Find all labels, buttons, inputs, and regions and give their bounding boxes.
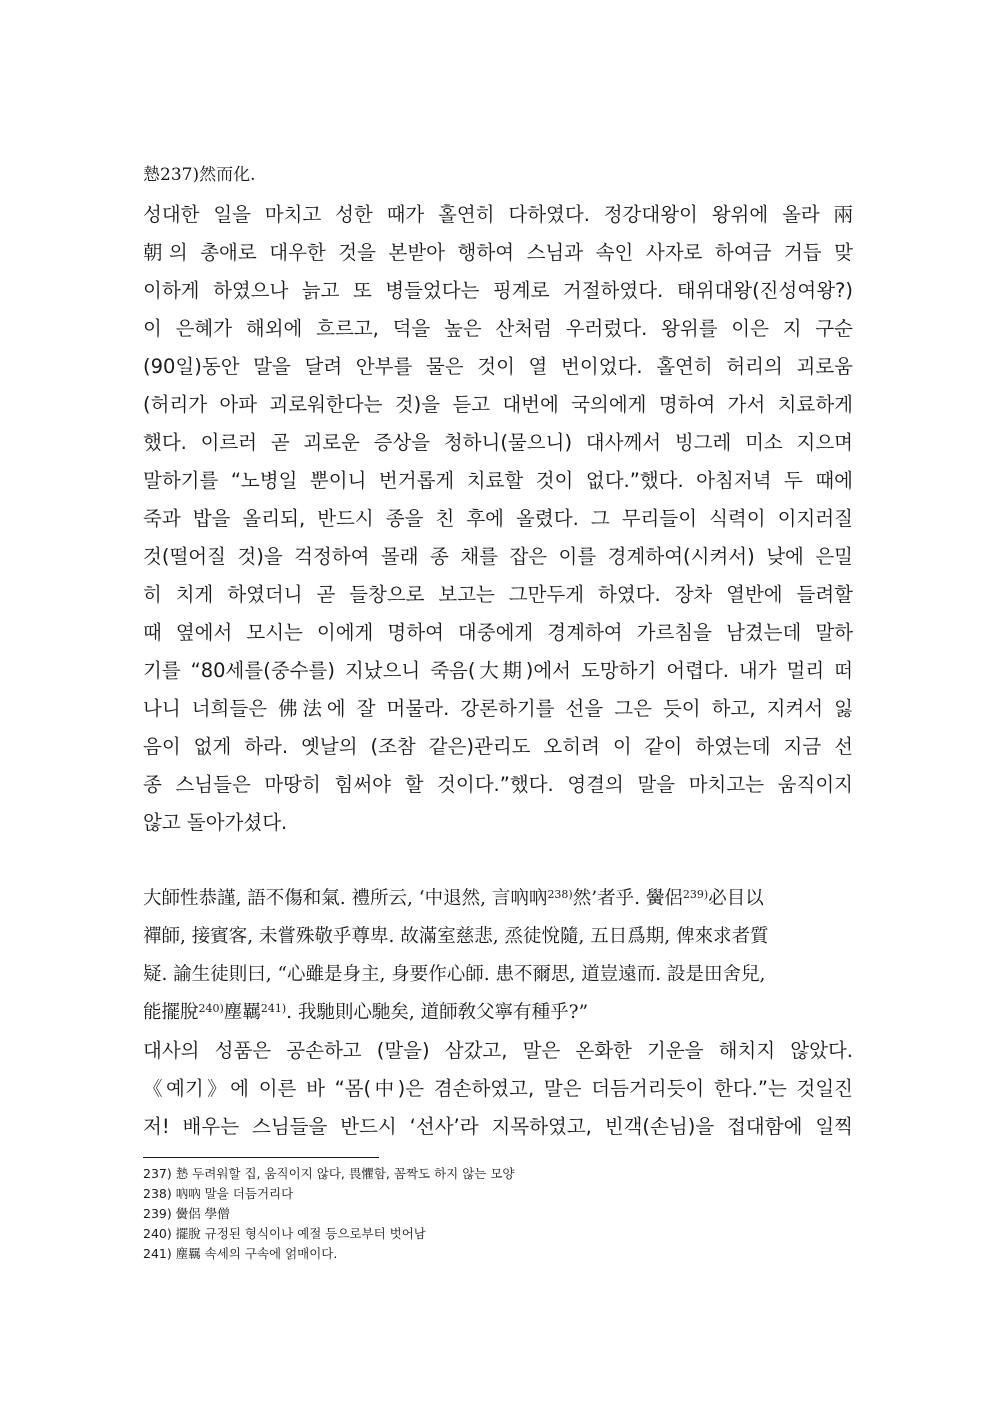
text-line: 했다. 이르러 곧 괴로운 증상을 청하니(물으니) 대사께서 빙그레 미소 지으며 xyxy=(143,431,853,454)
footnote: 239) 黌侶 學僧 xyxy=(143,1206,230,1221)
text-line: 죽과 밥을 올리되, 반드시 종을 친 후에 올렸다. 그 무리들이 식력이 이지러질 xyxy=(143,507,853,530)
text-line: 음이 없게 하라. 옛날의 (조참 같은)관리도 오히려 이 같이 하였는데 지금 선 xyxy=(143,735,853,758)
text-line: 종 스님들은 마땅히 힘써야 할 것이다.”했다. 영결의 말을 마치고는 움직이지 xyxy=(143,773,853,796)
text-line: 않고 돌아가셨다. xyxy=(143,811,288,834)
text-line: 말하기를 “노병일 뿐이니 번거롭게 치료할 것이 없다.”했다. 아침저녁 두 때에 xyxy=(143,469,853,492)
text-line: 히 치게 하였더니 곧 들창으로 보고는 그만두게 하였다. 장차 열반에 들려할 xyxy=(143,583,853,606)
footnote-ref: 240) xyxy=(198,1002,224,1015)
text-line: 저! 배우는 스님들을 반드시 ‘선사’라 지목하였고, 빈객(손님)을 접대함에 일찍 xyxy=(143,1115,853,1138)
text-line: (90일)동안 말을 달려 안부를 물은 것이 열 번이었다. 홀연히 허리의 괴로움 xyxy=(143,355,853,378)
footnote: 241) 塵羈 속세의 구속에 얽매이다. xyxy=(143,1246,338,1261)
text-line: 나니 너희들은 佛法에 잘 머물라. 강론하기를 선을 그은 듯이 하고, 지켜서 잃 xyxy=(143,697,853,720)
footnote-ref: 239) xyxy=(682,888,709,901)
top-fragment-line: 慹237)然而化. xyxy=(143,165,256,185)
text-line: 성대한 일을 마치고 성한 때가 홀연히 다하였다. 정강대왕이 왕위에 올라 兩 xyxy=(143,203,853,226)
text-line: 이 은혜가 해외에 흐르고, 덕을 높은 산처럼 우러렀다. 왕위를 이은 지 구순 xyxy=(143,317,853,340)
footnote: 237) 慹 두려워할 집, 움직이지 않다, 畏懼함, 꼼짝도 하지 않는 모양 xyxy=(143,1166,515,1181)
hanja-line: 大師性恭謹, 語不傷和氣. 禮所云, ‘中退然, 言吶吶$^{238)}$然’者乎. 黌侶$^{239)}$必目以 xyxy=(143,888,764,909)
hanja-line: 能擺脫$^{240)}$塵羈$^{241)}$. 我馳則心馳矣, 道師敎父寧有種乎?” xyxy=(143,1002,589,1023)
text-line: 대사의 성품은 공손하고 (말을) 삼갔고, 말은 온화한 기운을 해치지 않았다. xyxy=(143,1039,853,1062)
footnote: 238) 吶吶 말을 더듬거리다 xyxy=(143,1186,294,1201)
footnote-ref: 241) xyxy=(260,1002,287,1015)
text-line: 《예기》에 이른 바 “몸(中)은 겸손하였고, 말은 더듬거리듯이 한다.”는 것일진 xyxy=(143,1077,853,1100)
text-line: 때 옆에서 모시는 이에게 명하여 대중에게 경계하여 가르침을 남겼는데 말하 xyxy=(143,621,853,644)
hanja-line: 疑. 諭生徒則曰, “心雖是身主, 身要作心師. 患不爾思, 道豈遠而. 設是田舍兒, xyxy=(143,964,766,985)
text-line: 朝의 총애로 대우한 것을 본받아 행하여 스님과 속인 사자로 하여금 거듭 맞 xyxy=(143,241,853,264)
text-line: 기를 “80세를(중수를) 지났으니 죽음(大期)에서 도망하기 어렵다. 내가 멀리 떠 xyxy=(143,659,853,682)
text-line: (허리가 아파 괴로워한다는 것)을 듣고 대번에 국의에게 명하여 가서 치료하게 xyxy=(143,393,853,416)
text-line: 것(떨어질 것)을 걱정하여 몰래 종 채를 잡은 이를 경계하여(시켜서) 낮에 은밀 xyxy=(143,545,853,568)
footnote: 240) 擺脫 규정된 형식이나 예절 등으로부터 벗어남 xyxy=(143,1226,426,1241)
hanja-line: 禪師, 接賓客, 未嘗殊敬乎尊卑. 故滿室慈悲, 烝徒悅隨, 五日爲期, 俾來求者質 xyxy=(143,926,769,947)
text-line: 이하게 하였으나 늙고 또 병들었다는 핑계로 거절하였다. 태위대왕(진성여왕?) xyxy=(143,279,853,302)
footnote-ref: 238) xyxy=(547,888,573,901)
footnote-separator xyxy=(143,1157,379,1158)
